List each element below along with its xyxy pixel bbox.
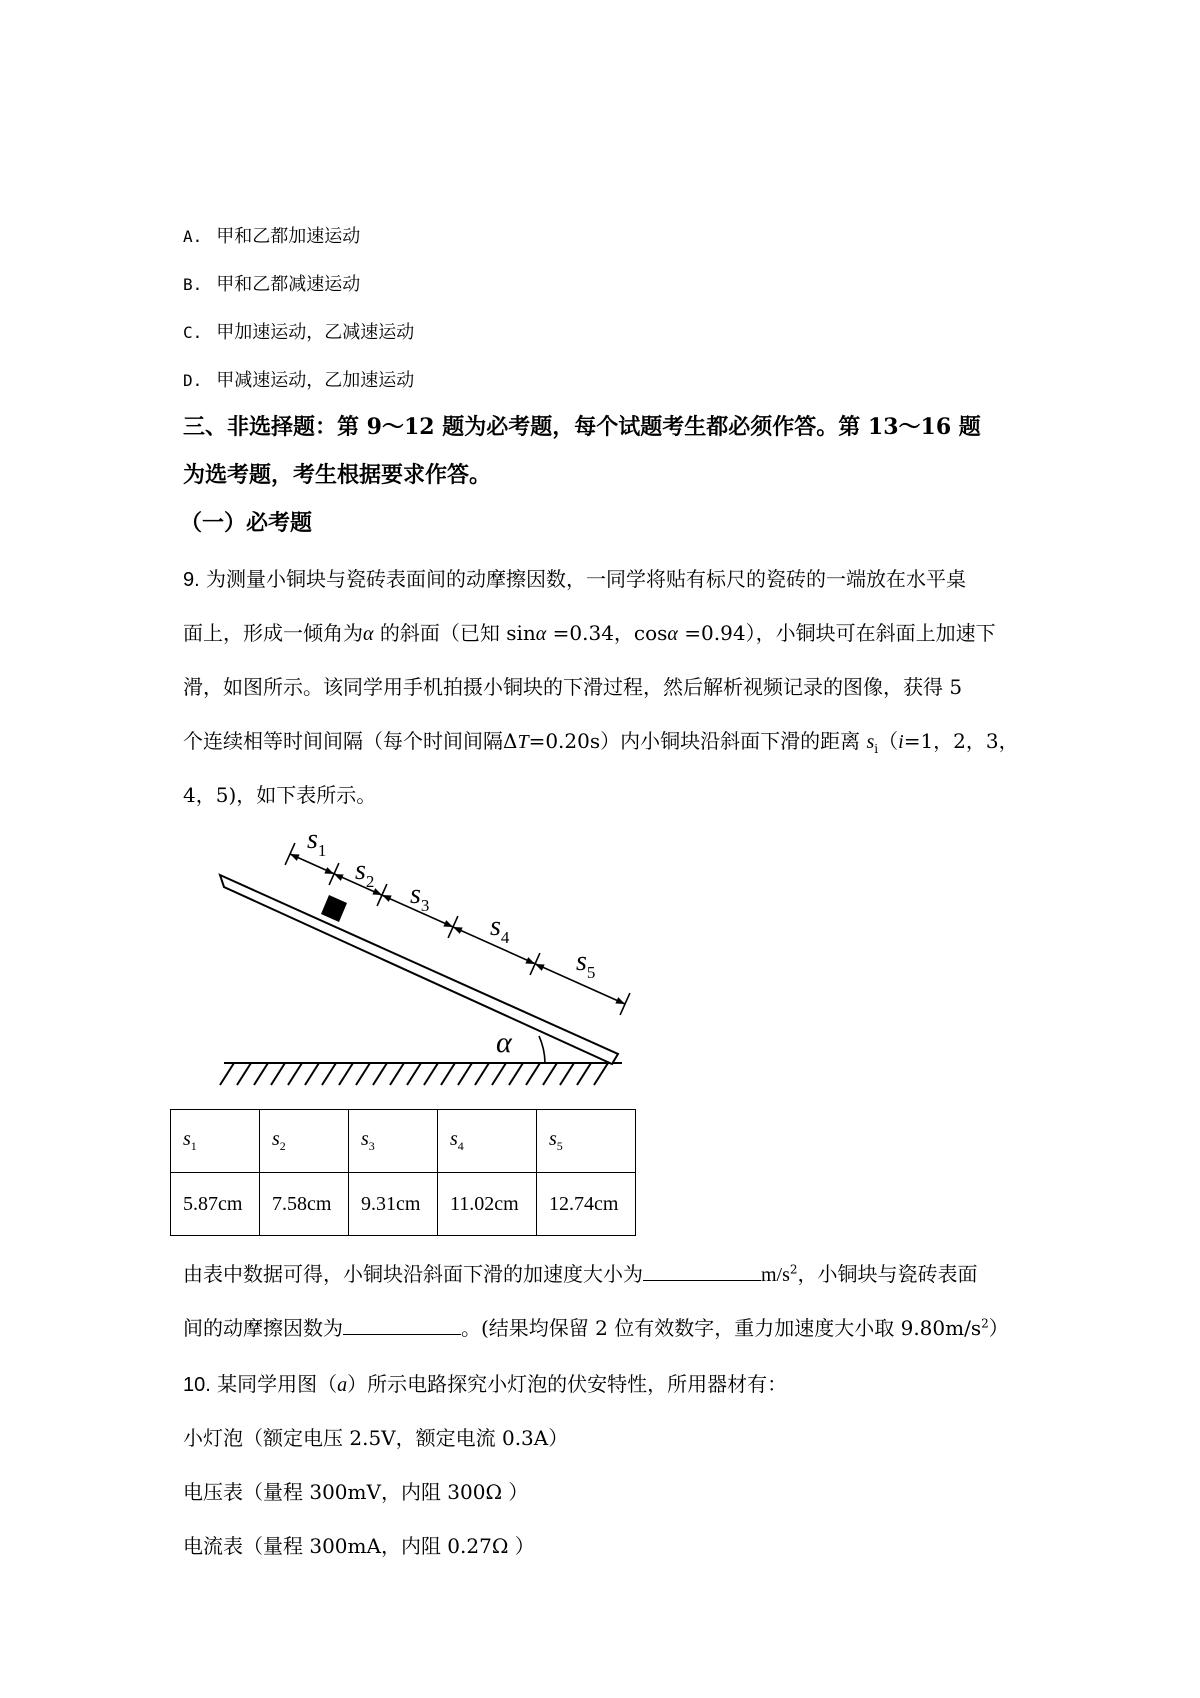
q9-number: 9.	[183, 569, 200, 591]
q9-i: i	[898, 731, 904, 753]
hatch-mark	[458, 1063, 472, 1085]
unit-sup: 2	[981, 1316, 989, 1331]
angle-arc	[539, 1036, 545, 1063]
alpha-symbol: α	[667, 623, 678, 645]
dimension-arrowhead	[453, 927, 463, 934]
q10-item-voltmeter: 电压表（量程 300mV，内阻 300Ω ）	[183, 1480, 529, 1504]
q9-text4a: 个连续相等时间间隔（每个时间间隔Δ	[183, 729, 518, 753]
q9-text4b: =0.20s）内小铜块沿斜面下滑的距离	[528, 729, 867, 753]
q9-text4d: =1，2，3，	[903, 729, 1019, 753]
hatch-mark	[305, 1063, 319, 1085]
value-s3: 9.31cm	[349, 1173, 438, 1236]
copper-block	[321, 895, 347, 922]
dimension-arrowhead	[382, 895, 392, 902]
unit-ms2: m/s	[761, 1264, 790, 1286]
label-s5: $s_5$	[576, 946, 596, 982]
hatch-mark	[322, 1063, 336, 1085]
value-s1: 5.87cm	[171, 1173, 260, 1236]
section-subheading: （一）必考题	[180, 510, 313, 536]
dimension-arrowhead	[334, 874, 344, 881]
q9-ans1a: 由表中数据可得，小铜块沿斜面下滑的加速度大小为	[183, 1262, 643, 1286]
hatch-mark	[237, 1063, 251, 1085]
option-d-key: D.	[183, 371, 203, 390]
hatch-mark	[475, 1063, 489, 1085]
q9-s-sub: i	[874, 742, 879, 756]
answer-blank-friction[interactable]	[343, 1314, 461, 1335]
q10-text1a: 某同学用图（	[217, 1372, 338, 1396]
q10-line1	[183, 1368, 787, 1397]
value-s2: 7.58cm	[260, 1173, 349, 1236]
ground-hatching	[220, 1063, 608, 1085]
table-header-row	[171, 1110, 636, 1173]
hatch-mark	[441, 1063, 455, 1085]
value-s5: 12.74cm	[537, 1173, 636, 1236]
dimension-arrowhead	[535, 964, 545, 971]
q9-text2d: =0.94），小铜块可在斜面上加速下	[677, 621, 996, 645]
q9-line3: 滑，如图所示。该同学用手机拍摄小铜块的下滑过程，然后解析视频记录的图像，获得 5	[183, 675, 963, 699]
hatch-mark	[220, 1063, 234, 1085]
hatch-mark	[390, 1063, 404, 1085]
q10-number: 10.	[183, 1374, 211, 1396]
option-a-text: 甲和乙都加速运动	[216, 226, 361, 247]
q9-text1: 为测量小铜块与瓷砖表面间的动摩擦因数，一同学将贴有标尺的瓷砖的一端放在水平桌	[206, 567, 967, 591]
hatch-mark	[407, 1063, 421, 1085]
header-s1: $s_1$	[171, 1110, 260, 1173]
hatch-mark	[492, 1063, 506, 1085]
hatch-mark	[526, 1063, 540, 1085]
q9-s: s	[866, 731, 875, 753]
q9-answer-line1	[183, 1258, 978, 1287]
alpha-symbol: α	[363, 623, 374, 645]
alpha-symbol: α	[535, 623, 547, 645]
label-alpha: α	[496, 1026, 512, 1059]
hatch-mark	[288, 1063, 302, 1085]
dimension-arrowhead	[290, 854, 300, 861]
option-c-key: C.	[183, 323, 203, 342]
dimension-arrowhead	[615, 997, 625, 1004]
q9-ans2c: ）	[988, 1316, 1009, 1340]
q9-answer-line2	[183, 1312, 1009, 1341]
label-s1: $s_1$	[307, 824, 327, 860]
q9-ans2b: 。(结果均保留 2 位有效数字，重力加速度大小取 9.80m/s	[461, 1316, 982, 1340]
section-heading-line1: 三、非选择题：第 9～12 题为必考题，每个试题考生都必须作答。第 13～16 题	[183, 414, 981, 440]
option-c-text: 甲加速运动，乙减速运动	[216, 322, 415, 343]
option-b-key: B.	[183, 275, 203, 294]
header-s5: $s_5$	[537, 1110, 636, 1173]
header-s3: $s_3$	[349, 1110, 438, 1173]
unit-sup: 2	[789, 1262, 798, 1277]
q9-T: T	[517, 731, 529, 753]
dimension-arrowhead	[324, 867, 334, 874]
hatch-mark	[356, 1063, 370, 1085]
hatch-mark	[271, 1063, 285, 1085]
hatch-mark	[560, 1063, 574, 1085]
value-s4: 11.02cm	[438, 1173, 537, 1236]
header-s4: $s_4$	[438, 1110, 537, 1173]
section-heading-line2: 为选考题，考生根据要求作答。	[183, 462, 492, 488]
answer-blank-acceleration[interactable]	[643, 1260, 761, 1281]
hatch-mark	[424, 1063, 438, 1085]
q10-fig-label: a	[337, 1374, 348, 1396]
dimension-arrowhead	[443, 920, 453, 927]
q9-text2a: 面上，形成一倾角为	[183, 621, 363, 645]
q9-ans1b: ，小铜块与瓷砖表面	[797, 1262, 978, 1286]
hatch-mark	[373, 1063, 387, 1085]
q10-text1b: ）所示电路探究小灯泡的伏安特性，所用器材有：	[347, 1372, 788, 1396]
hatch-mark	[543, 1063, 557, 1085]
hatch-mark	[577, 1063, 591, 1085]
label-s3: $s_3$	[410, 879, 430, 915]
q9-line5: 4，5)，如下表所示。	[183, 783, 377, 807]
q10-item-ammeter: 电流表（量程 300mA，内阻 0.27Ω ）	[183, 1534, 535, 1558]
hatch-mark	[339, 1063, 353, 1085]
q9-text2c: =0.34，cos	[546, 621, 668, 645]
table-row	[171, 1173, 636, 1236]
q9-text4c: （	[878, 729, 899, 753]
option-d-text: 甲减速运动，乙加速运动	[216, 370, 415, 391]
dimension-arrowhead	[525, 957, 535, 964]
hatch-mark	[594, 1063, 608, 1085]
hatch-mark	[254, 1063, 268, 1085]
q9-text2b: 的斜面（已知 sin	[373, 621, 536, 645]
option-b-text: 甲和乙都减速运动	[216, 274, 361, 295]
label-s2: $s_2$	[355, 855, 375, 891]
header-s2: $s_2$	[260, 1110, 349, 1173]
q10-item-bulb: 小灯泡（额定电压 2.5V，额定电流 0.3A）	[183, 1426, 569, 1450]
q9-ans2a: 间的动摩擦因数为	[183, 1316, 343, 1340]
option-a-key: A.	[183, 227, 203, 246]
hatch-mark	[509, 1063, 523, 1085]
distance-table	[170, 1109, 636, 1236]
label-s4: $s_4$	[490, 911, 510, 947]
